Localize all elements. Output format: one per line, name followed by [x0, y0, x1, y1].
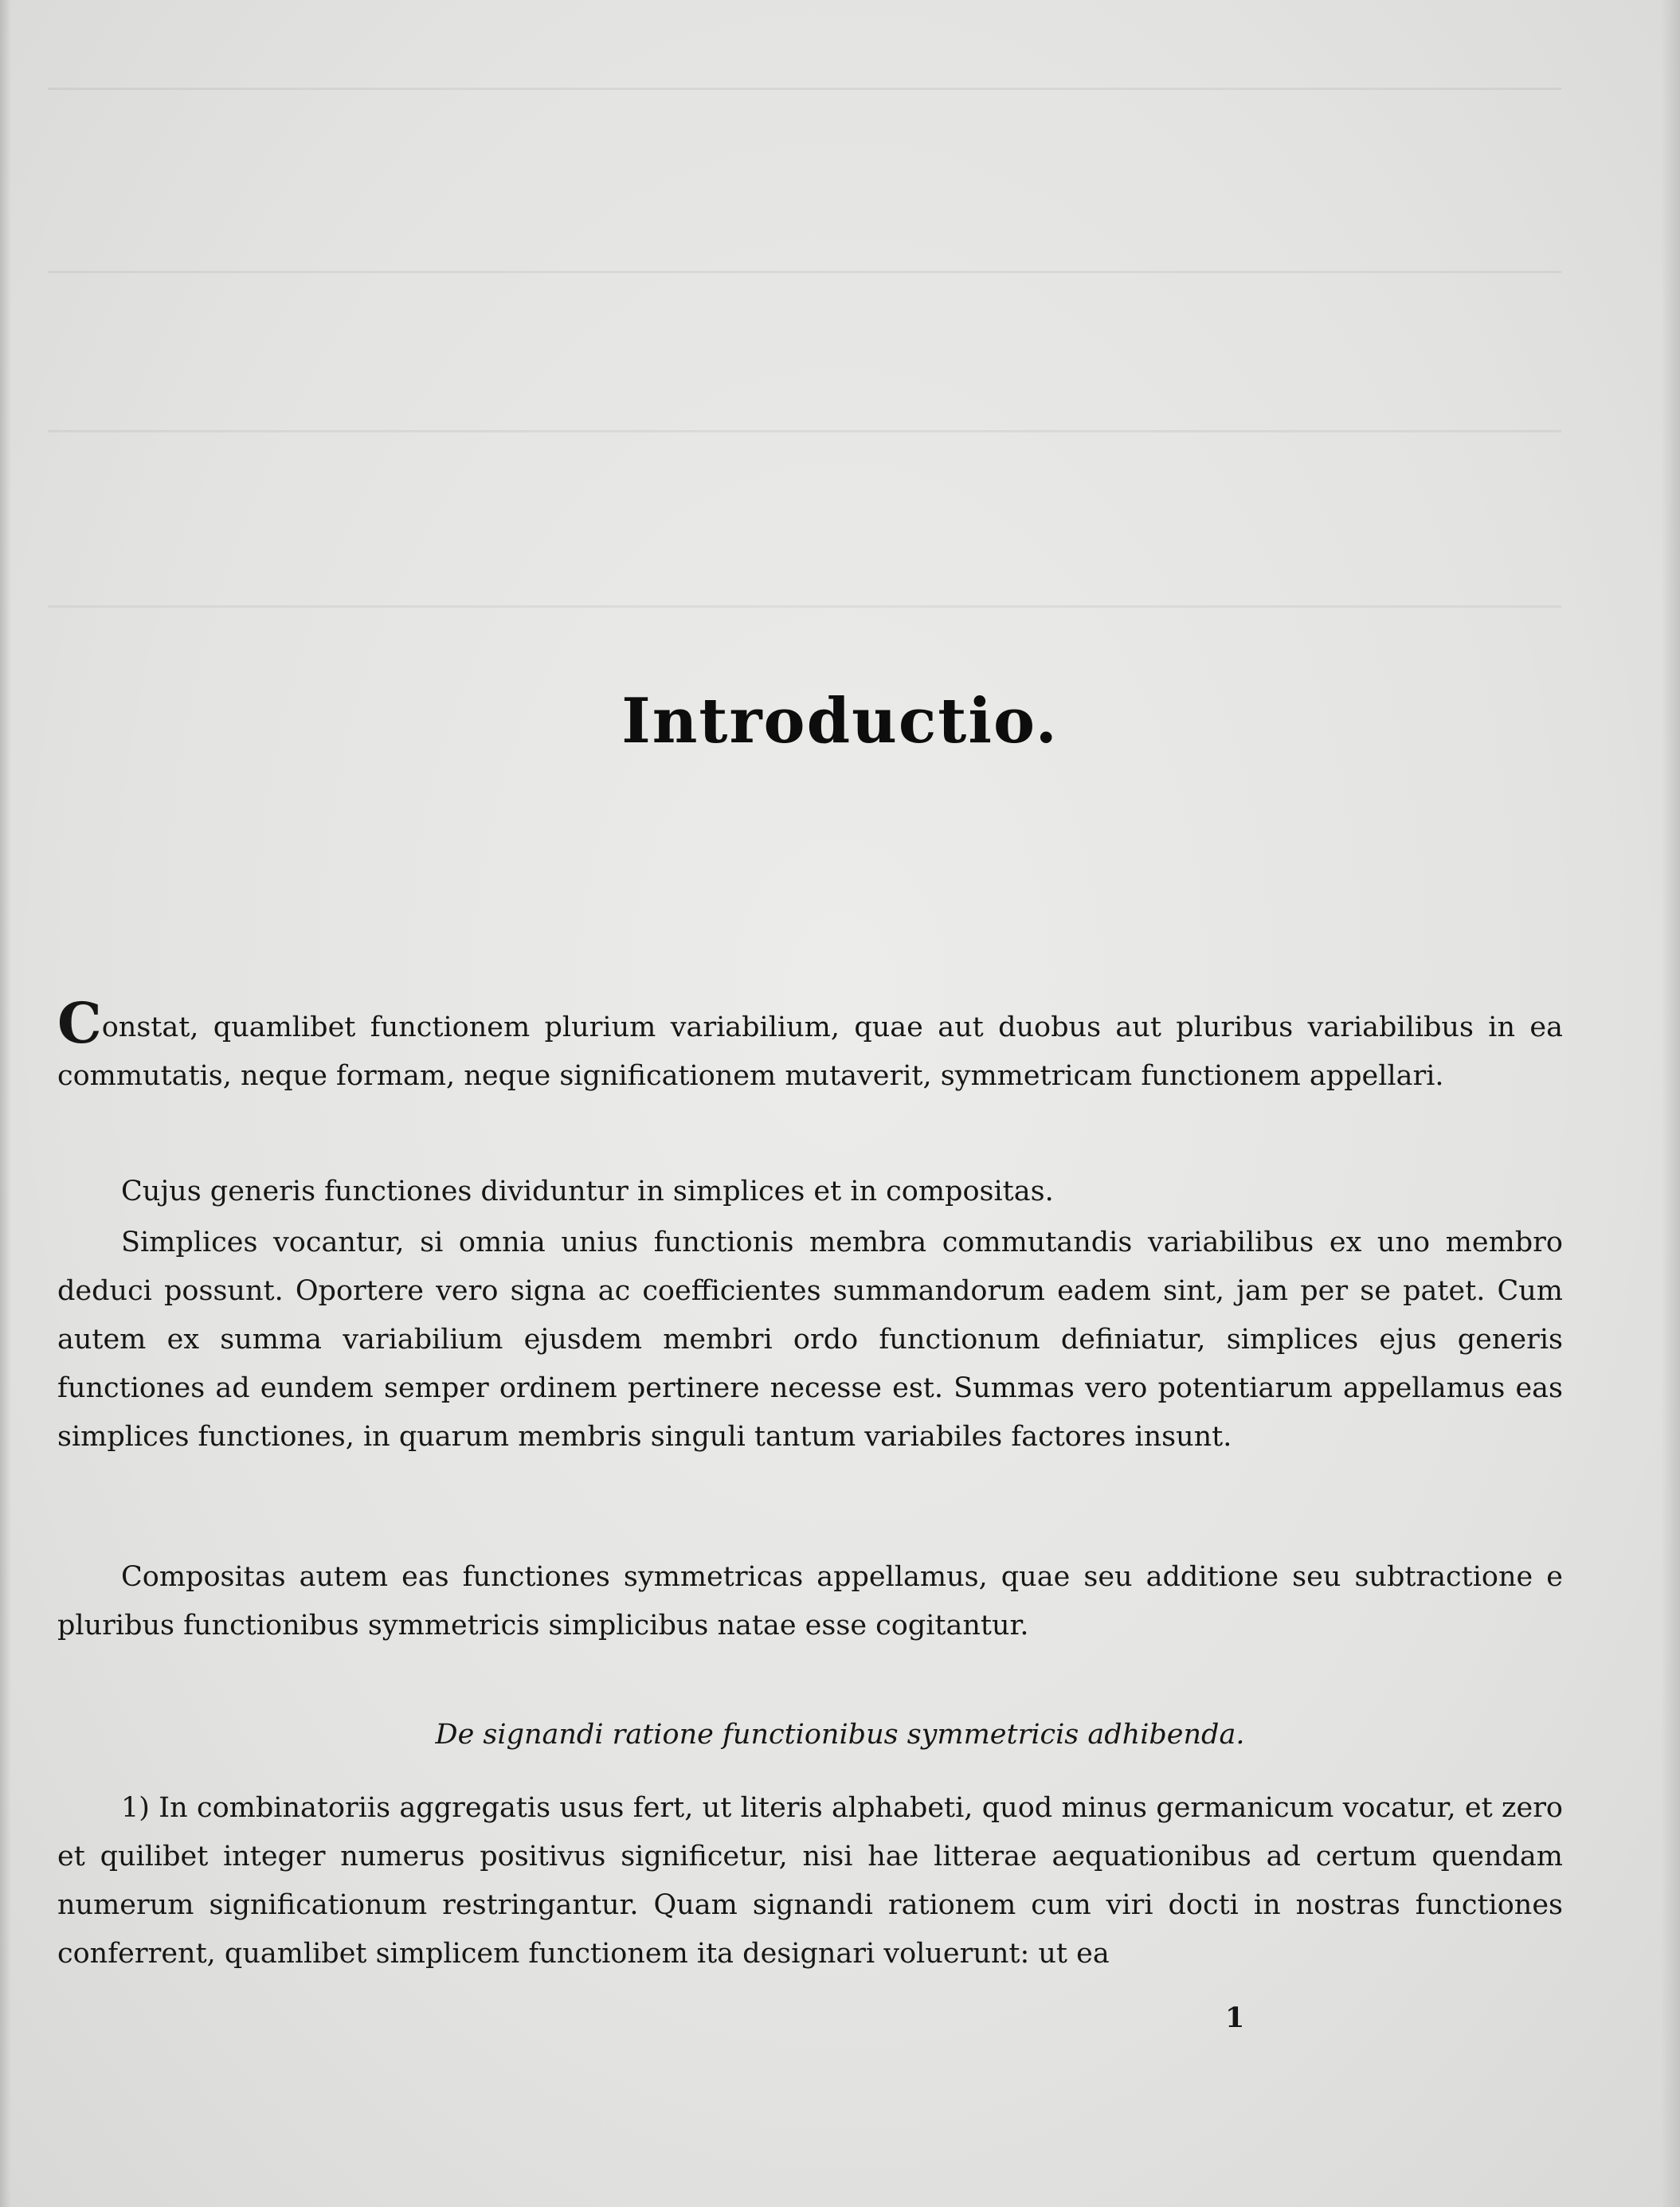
paragraph-5-text: 1) In combinatoriis aggregatis usus fert, ut literis alphabeti, quod minus germanicum vocatur, et zero et quilibet integer numerus positivus significetur, nisi hae litterae aequationibus ad certum quendam numerum significationum restringantur. Quam signandi rationem cum viri docti in nostras functiones conferrent, quamlibet simplicem functionem ita designari voluerunt: ut ea	[57, 1792, 1563, 1970]
paragraph-1-text: onstat, quamlibet functionem plurium variabilium, quae aut duobus aut pluribus variabilibus in ea commutatis, neque formam, neque significationem mutaverit, symmetricam functionem appellari.	[57, 1012, 1563, 1092]
paragraph-3	[57, 1219, 1563, 1462]
bleed-through-line	[48, 88, 1561, 122]
bleed-through-line	[48, 430, 1561, 464]
paragraph-4-text: Compositas autem eas functiones symmetricas appellamus, quae seu additione seu subtractione e pluribus functionibus symmetricis simplicibus natae esse cogitantur.	[57, 1561, 1563, 1642]
section-heading: De signandi ratione functionibus symmetricis adhibenda.	[435, 1719, 1245, 1751]
page-number: 1	[1225, 2002, 1245, 2034]
page-left-edge	[0, 0, 11, 2207]
bleed-through-line	[48, 605, 1561, 640]
page-right-edge	[1661, 0, 1680, 2207]
paragraph-1	[57, 990, 1563, 1101]
page-title: Introductio.	[621, 685, 1059, 757]
paragraph-4	[57, 1553, 1563, 1650]
drop-cap: C	[57, 990, 102, 1056]
paragraph-3-text: Simplices vocantur, si omnia unius functionis membra commutandis variabilibus ex uno membro deduci possunt. Oportere vero signa ac coefficientes summandorum eadem sint, jam per se patet. Cum autem ex summa variabilium ejusdem membri ordo functionum definiatur, simplices ejus generis functiones ad eundem semper ordinem pertinere necesse est. Summas vero potentiarum appellamus eas simplices functiones, in quarum membris singuli tantum variabiles factores insunt.	[57, 1227, 1563, 1453]
bleed-through-line	[48, 271, 1561, 305]
paragraph-5	[57, 1784, 1563, 1978]
paragraph-2-text: Cujus generis functiones dividuntur in simplices et in compositas.	[121, 1176, 1054, 1207]
paragraph-2	[57, 1168, 1563, 1216]
